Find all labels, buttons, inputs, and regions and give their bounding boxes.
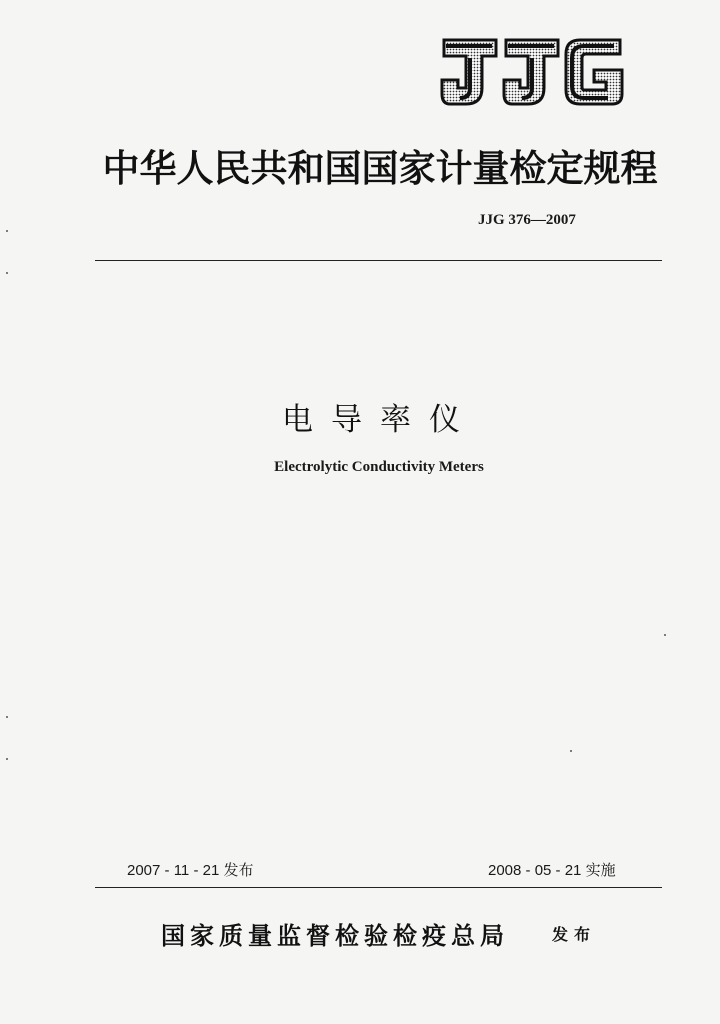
publish-label: 发布 — [552, 925, 597, 944]
implementation-date: 2008 - 05 - 21 实施 — [488, 862, 616, 879]
document-title-en: Electrolytic Conductivity Meters — [274, 459, 484, 475]
scan-speck — [6, 272, 8, 274]
logo-letter-j2 — [504, 40, 558, 104]
standard-category-title: 中华人民共和国国家计量检定规程 — [102, 147, 658, 190]
logo-letter-g — [566, 40, 622, 104]
scan-speck — [570, 750, 572, 752]
publisher-name: 国家质量监督检验检疫总局 — [161, 922, 509, 950]
issue-date: 2007 - 11 - 21 发布 — [127, 862, 254, 879]
scan-speck — [6, 716, 8, 718]
scan-speck — [6, 230, 8, 232]
top-divider — [95, 260, 662, 261]
scan-speck — [6, 758, 8, 760]
bottom-divider — [95, 887, 662, 888]
logo-letter-j1 — [442, 40, 496, 104]
scan-speck — [664, 634, 666, 636]
standard-code: JJG 376—2007 — [478, 212, 576, 228]
document-title-zh: 电导率仪 — [282, 402, 478, 438]
jjg-logo — [440, 36, 624, 108]
